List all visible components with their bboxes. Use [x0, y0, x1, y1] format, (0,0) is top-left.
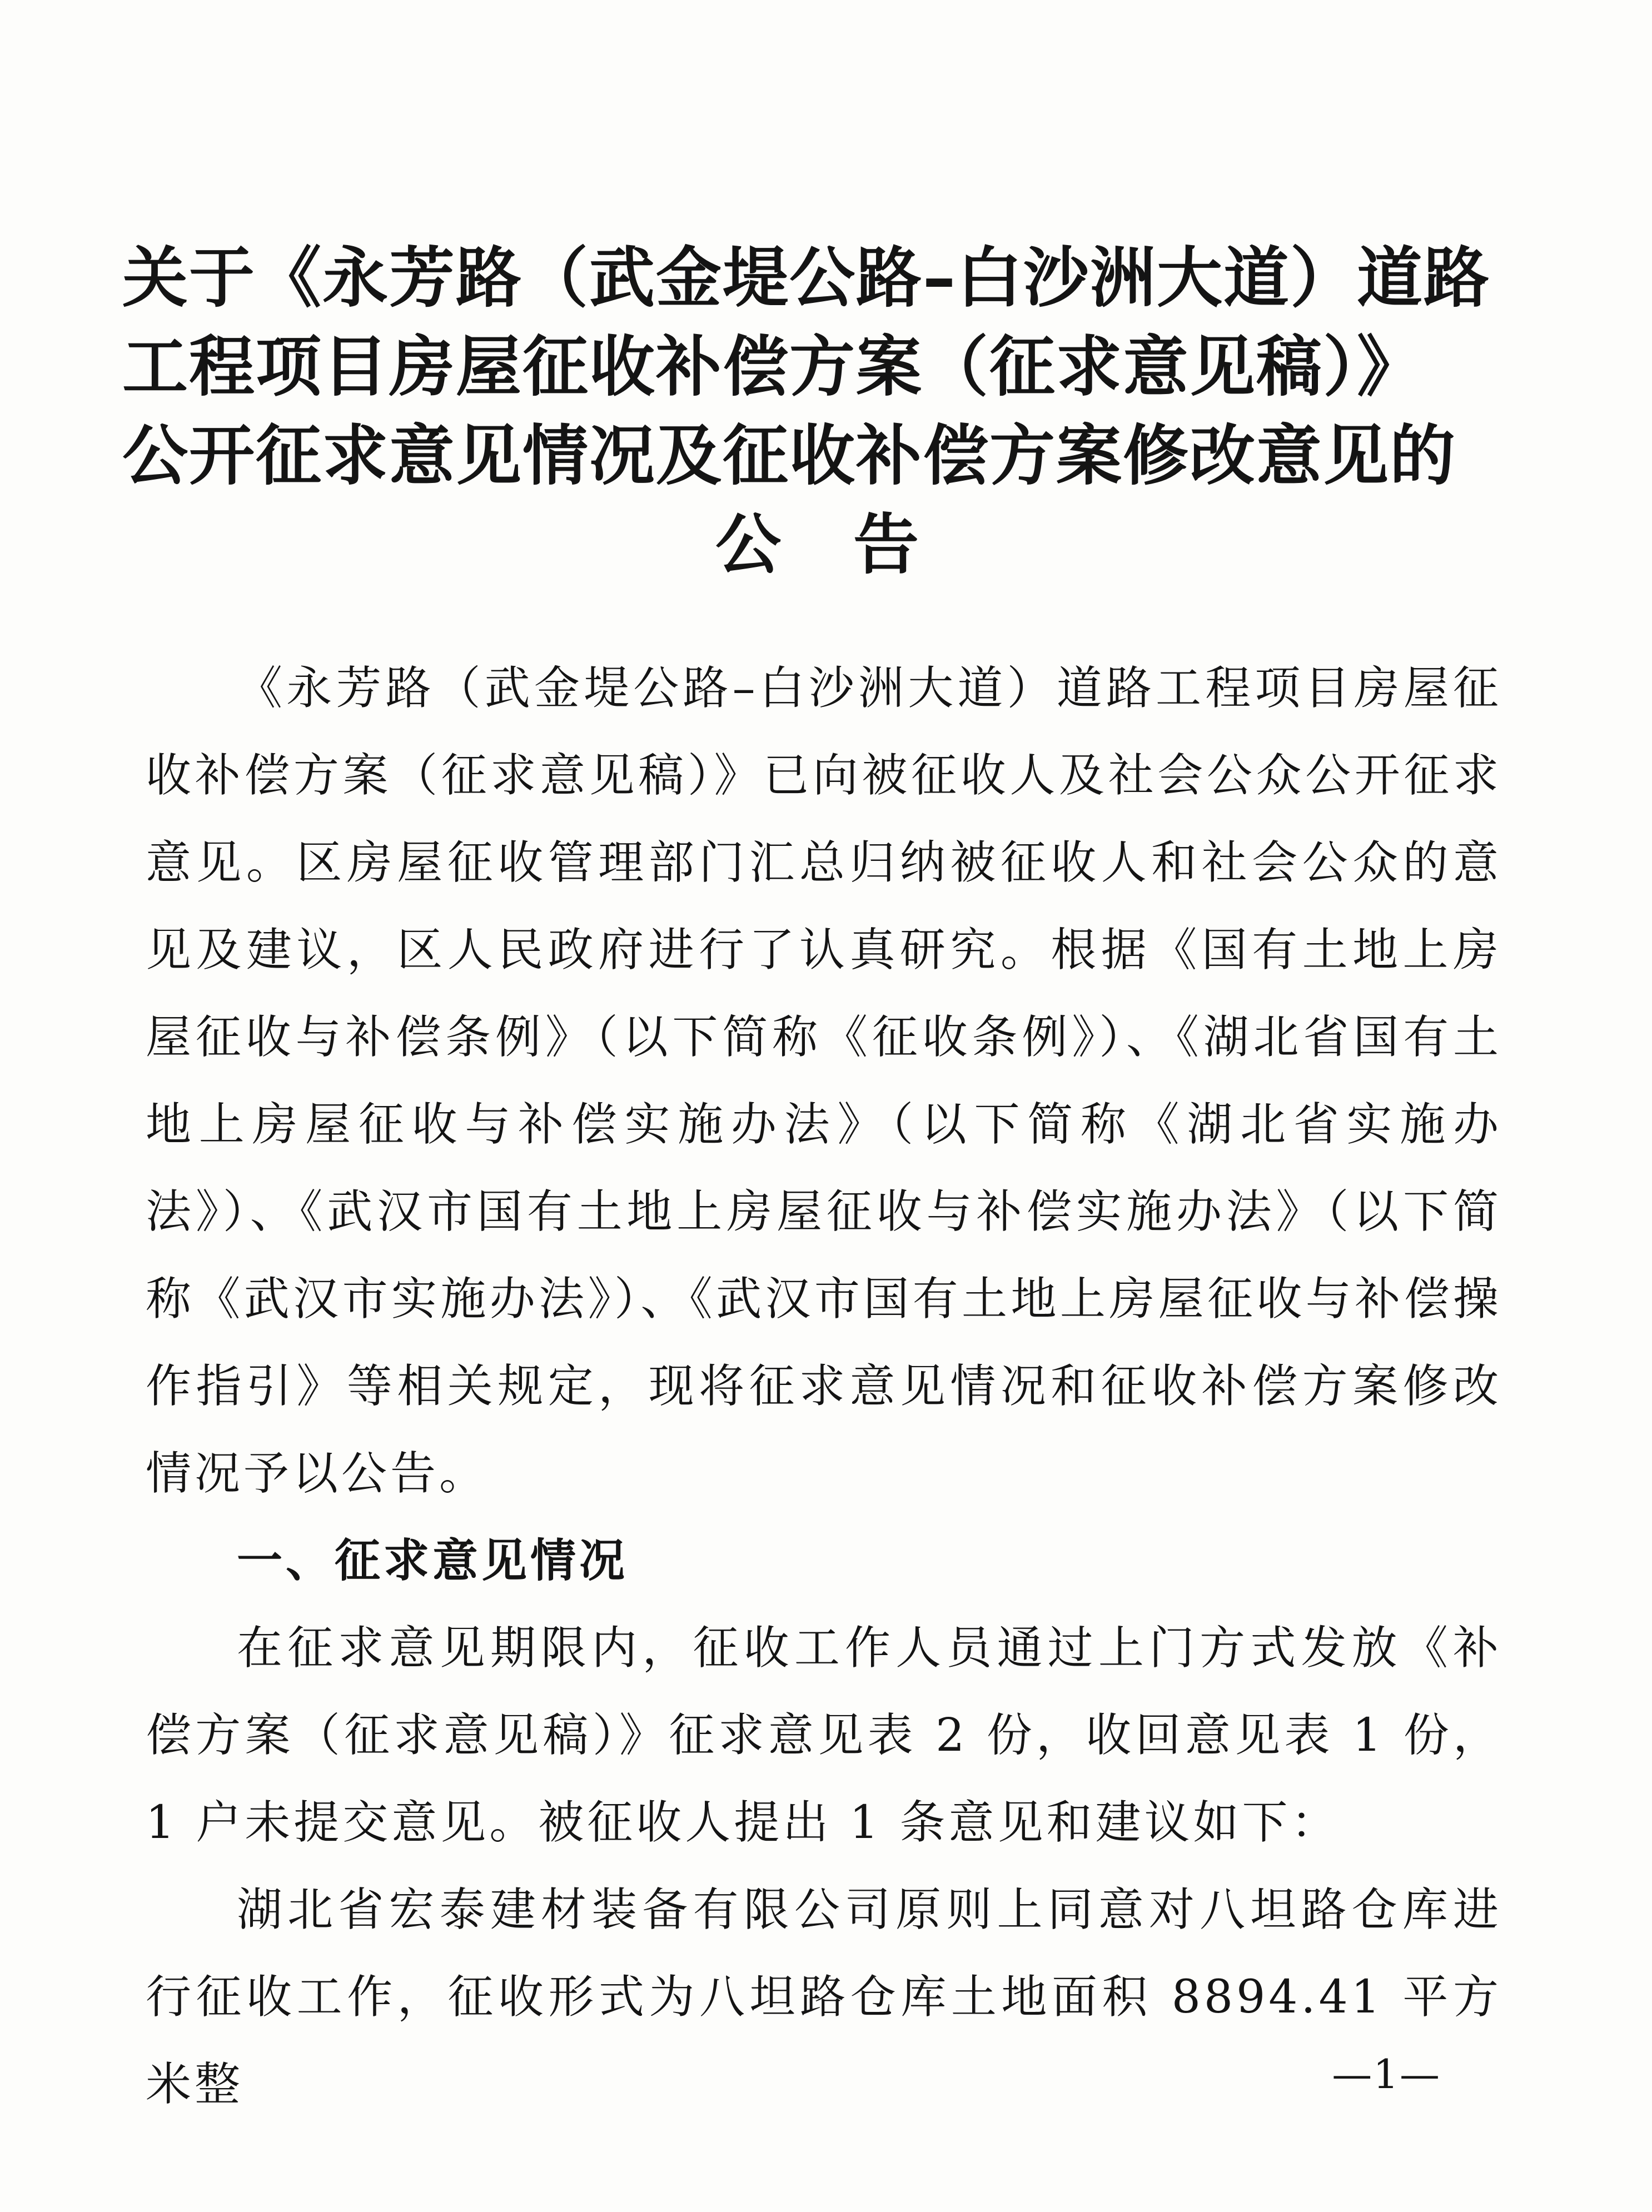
page-number: —1— [1332, 2051, 1441, 2098]
document-body [146, 645, 1502, 2128]
title-line-4: 公告 [715, 506, 991, 583]
title-line-3: 公开征求意见情况及征收补偿方案修改意见的 [122, 417, 1457, 494]
title-line-1: 关于《永芳路（武金堤公路–白沙洲大道）道路 [122, 240, 1491, 316]
section-heading: 一、征求意见情况 [237, 1535, 629, 1587]
section-paragraph-1: 在征求意见期限内，征收工作人员通过上门方式发放《补偿方案（征求意见稿）》征求意见表 2 份，收回意见表 1 份，1 户未提交意见。被征收人提出 1 条意见和建议如下： [146, 1622, 1502, 1849]
title-line-2: 工程项目房屋征收补偿方案（征求意见稿）》 [122, 328, 1424, 405]
document-title [122, 233, 1512, 589]
section-paragraph-2: 湖北省宏泰建材装备有限公司原则上同意对八坦路仓库进行征收工作，征收形式为八坦路仓库土地面积 8894.41 平方米整 [146, 1884, 1502, 2111]
intro-paragraph: 《永芳路（武金堤公路–白沙洲大道）道路工程项目房屋征收补偿方案（征求意见稿）》已向被征收人及社会公众公开征求意见。区房屋征收管理部门汇总归纳被征收人和社会公众的意见及建议，区人民政府进行了认真研究。根据《国有土地上房屋征收与补偿条例》（以下简称《征收条例》）、《湖北省国有土地上房屋征收与补偿实施办法》（以下简称《湖北省实施办法》）、《武汉市国有土地上房屋征收与补偿实施办法》（以下简称《武汉市实施办法》）、《武汉市国有土地上房屋征收与补偿操作指引》等相关规定，现将征求意见情况和征收补偿方案修改情况予以公告。 [146, 662, 1502, 1500]
